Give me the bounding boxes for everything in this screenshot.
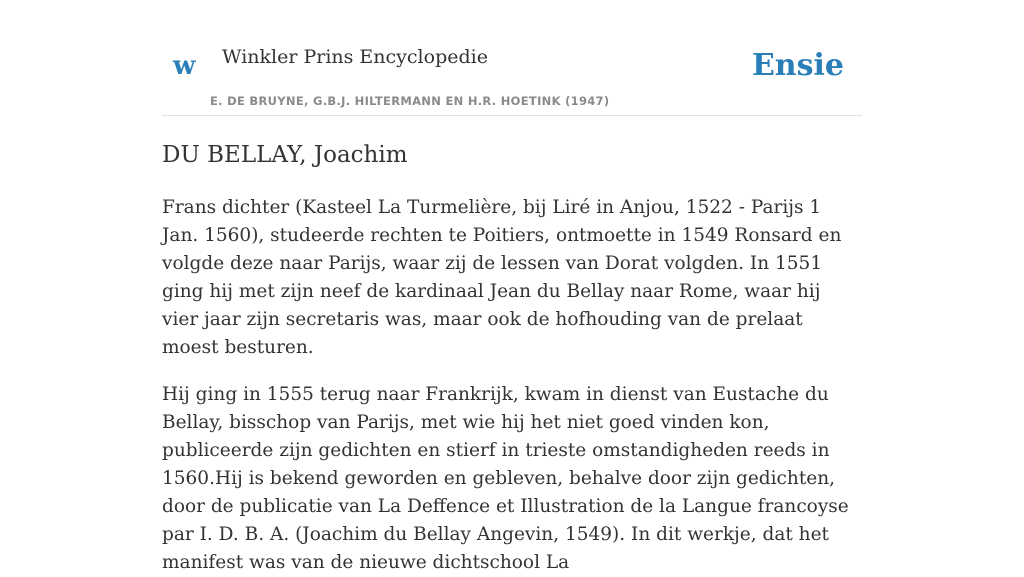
site-title[interactable]: Winkler Prins Encyclopedie: [222, 46, 488, 68]
authors-credit: E. DE BRUYNE, G.B.J. HILTERMANN EN H.R. HOETINK (1947): [210, 94, 610, 108]
page: [162, 0, 862, 577]
article-paragraph: Frans dichter (Kasteel La Turmelière, bij Liré in Anjou, 1522 - Parijs 1 Jan. 1560), studeerde rechten te Poitiers, ontmoette in 1549 Ronsard en volgde deze naar Parijs, waar zij de lessen van Dorat volgden. In 1551 ging hij met zijn neef de kardinaal Jean du Bellay naar Rome, waar hij vier jaar zijn secretaris was, maar ook de hofhouding van de prelaat moest besturen.: [162, 196, 842, 358]
article-paragraph: Hij ging in 1555 terug naar Frankrijk, kwam in dienst van Eustache du Bellay, bisschop van Parijs, met wie hij het niet goed vinden kon, publiceerde zijn gedichten en stierf in trieste omstandigheden reeds in 1560.Hij is bekend geworden en gebleven, behalve door zijn gedichten, door de publicatie van La Deffence et Illustration de la Langue francoyse par I. D. B. A. (Joachim du Bellay Angevin, 1549). In dit werkje, dat het manifest was van de nieuwe dichtschool La: [162, 383, 849, 573]
brand-logo[interactable]: Ensie: [751, 48, 844, 83]
site-logo-icon[interactable]: w: [173, 51, 196, 81]
site-header: [162, 0, 862, 116]
article-title: DU BELLAY, Joachim: [162, 142, 408, 168]
